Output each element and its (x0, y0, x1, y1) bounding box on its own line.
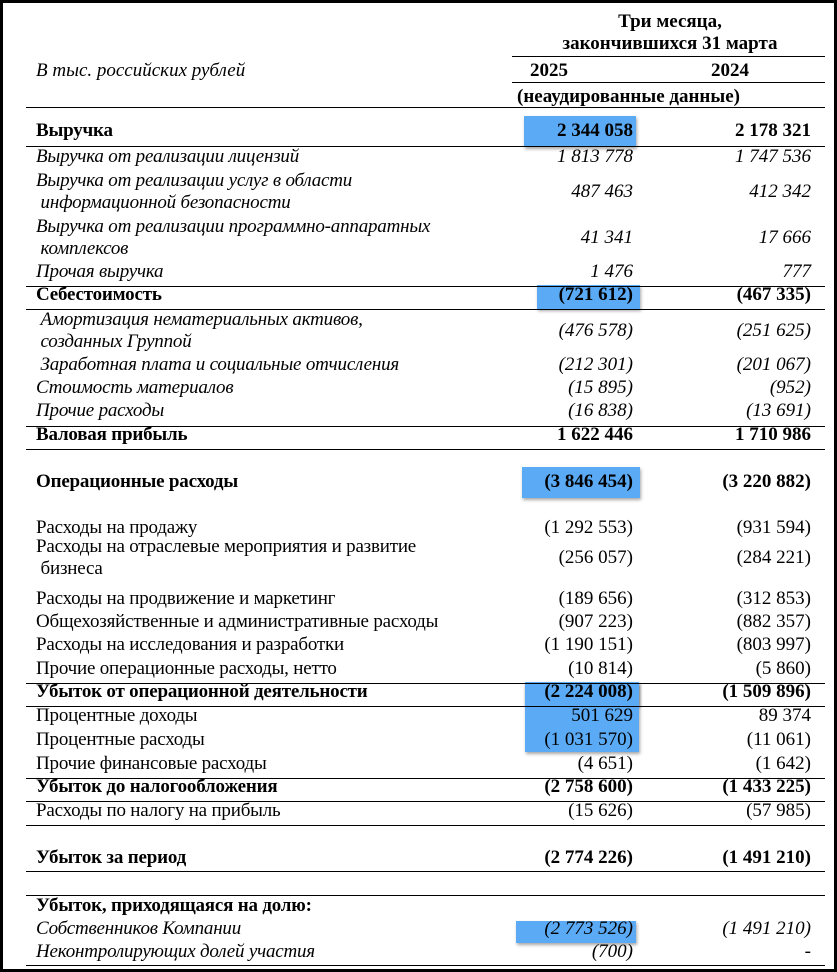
value-2025: (189 656) (558, 588, 633, 609)
value-2024: - (804, 941, 811, 962)
value-2025: 41 341 (580, 227, 633, 248)
table-row (3, 284, 834, 306)
table-row (3, 776, 834, 798)
value-2024: 412 342 (749, 181, 811, 202)
value-2024: (931 594) (736, 517, 811, 538)
row-label: Амортизация нематериальных активов, созданных Группой (40, 309, 363, 352)
row-label: Валовая прибыль (36, 424, 188, 445)
row-label: Расходы на исследования и разработки (36, 634, 344, 655)
table-row (3, 170, 834, 214)
value-2025: (2 224 008) (544, 681, 633, 702)
value-2025: (1 031 570) (544, 729, 633, 750)
value-2024: (1 509 896) (722, 681, 811, 702)
table-row (3, 377, 834, 399)
value-2024: (312 853) (736, 588, 811, 609)
value-2024: (57 985) (746, 800, 811, 821)
period-line-1: Три месяца, (618, 11, 722, 32)
value-2025: 1 813 778 (557, 146, 633, 167)
table-row (3, 918, 834, 940)
row-label: Процентные расходы (36, 729, 205, 750)
row-label: Расходы на отраслевые мероприятия и развитие бизнеса (36, 536, 417, 579)
row-label: Выручка от реализации услуг в области информационной безопасности (36, 170, 353, 213)
value-2025: (3 846 454) (544, 471, 633, 492)
row-label: Убыток за период (36, 847, 186, 868)
value-2025: (700) (591, 941, 633, 962)
value-2025: (256 057) (558, 547, 633, 568)
row-label: Убыток от операционной деятельности (36, 681, 368, 702)
table-row (3, 309, 834, 353)
row-label: Расходы по налогу на прибыль (36, 800, 281, 821)
value-2024: (13 691) (746, 400, 811, 421)
value-2025: 501 629 (571, 705, 633, 726)
value-2025: (2 758 600) (544, 776, 633, 797)
value-2025: (16 838) (568, 400, 633, 421)
value-2024: (1 491 210) (722, 918, 811, 939)
value-2025: (2 773 526) (544, 918, 633, 939)
value-2025: (1 190 151) (544, 634, 633, 655)
value-2024: (3 220 882) (722, 471, 811, 492)
row-label: Заработная плата и социальные отчисления (36, 354, 399, 375)
value-2025: 2 344 058 (557, 120, 633, 141)
value-2024: (1 491 210) (722, 847, 811, 868)
row-label: Прочие операционные расходы, нетто (36, 658, 337, 679)
value-2025: (4 651) (577, 753, 633, 774)
year-prior: 2024 (711, 60, 749, 81)
value-2025: 487 463 (571, 181, 633, 202)
value-2024: 777 (782, 261, 811, 282)
table-row (3, 729, 834, 751)
row-label: Процентные доходы (36, 705, 198, 726)
table-row (3, 800, 834, 822)
table-row (3, 658, 834, 680)
table-row (3, 354, 834, 376)
table-row (3, 847, 834, 869)
table-row (3, 611, 834, 633)
row-label: Убыток, приходящаяся на долю: (36, 895, 312, 916)
value-2024: 2 178 321 (735, 120, 811, 141)
year-current: 2025 (530, 60, 568, 81)
value-2024: 1 747 536 (735, 146, 811, 167)
table-row (3, 941, 834, 963)
table-row (3, 146, 834, 168)
value-2025: 1 622 446 (557, 424, 633, 445)
row-label: Операционные расходы (36, 471, 238, 492)
value-2024: 89 374 (758, 705, 811, 726)
row-label: Расходы на продажу (36, 517, 198, 538)
value-2024: (251 625) (736, 320, 811, 341)
row-label: Неконтролирующих долей участия (36, 941, 315, 962)
row-label: Прочие расходы (36, 400, 165, 421)
table-row (3, 471, 834, 493)
row-label: Себестоимость (36, 284, 162, 305)
table-row (3, 400, 834, 422)
table-row (3, 705, 834, 727)
value-2024: (803 997) (736, 634, 811, 655)
value-2025: (15 895) (568, 377, 633, 398)
row-label: Расходы на продвижение и маркетинг (36, 588, 336, 609)
value-2024: (5 860) (755, 658, 811, 679)
value-2024: (1 433 225) (722, 776, 811, 797)
table-row (3, 216, 834, 260)
table-row (3, 634, 834, 656)
table-row (3, 753, 834, 775)
table-row (3, 588, 834, 610)
value-2025: (212 301) (558, 354, 633, 375)
table-row (3, 895, 834, 917)
value-2024: (952) (769, 377, 811, 398)
value-2024: (11 061) (746, 729, 811, 750)
row-label: Убыток до налогообложения (36, 776, 278, 797)
value-2025: (907 223) (558, 611, 633, 632)
audit-note: (неаудированные данные) (517, 86, 740, 107)
value-2025: (10 814) (568, 658, 633, 679)
value-2024: (467 335) (736, 284, 811, 305)
row-label: Прочие финансовые расходы (36, 753, 267, 774)
row-label: Собственников Компании (36, 918, 242, 939)
row-label: Стоимость материалов (36, 377, 234, 398)
table-row (3, 261, 834, 283)
value-2024: 1 710 986 (735, 424, 811, 445)
value-2025: 1 476 (590, 261, 633, 282)
period-line-2: закончившихся 31 марта (562, 33, 778, 54)
row-label: Выручка от реализации программно-аппаратных комплексов (36, 216, 431, 259)
value-2025: (2 774 226) (544, 847, 633, 868)
row-label: Выручка от реализации лицензий (36, 146, 300, 167)
row-label: Выручка (36, 120, 113, 141)
value-2025: (15 626) (568, 800, 633, 821)
units-label: В тыс. российских рублей (36, 60, 246, 81)
table-row (3, 681, 834, 703)
value-2024: 17 666 (758, 227, 811, 248)
value-2024: (284 221) (736, 547, 811, 568)
value-2025: (1 292 553) (544, 517, 633, 538)
value-2025: (721 612) (558, 284, 633, 305)
table-row (3, 120, 834, 142)
table-row (3, 424, 834, 446)
value-2024: (882 357) (736, 611, 811, 632)
row-label: Прочая выручка (36, 261, 164, 282)
table-body (3, 3, 834, 969)
value-2024: (201 067) (736, 354, 811, 375)
value-2024: (1 642) (755, 753, 811, 774)
table-row (3, 536, 834, 580)
row-label: Общехозяйственные и административные расходы (36, 611, 439, 632)
value-2025: (476 578) (558, 320, 633, 341)
